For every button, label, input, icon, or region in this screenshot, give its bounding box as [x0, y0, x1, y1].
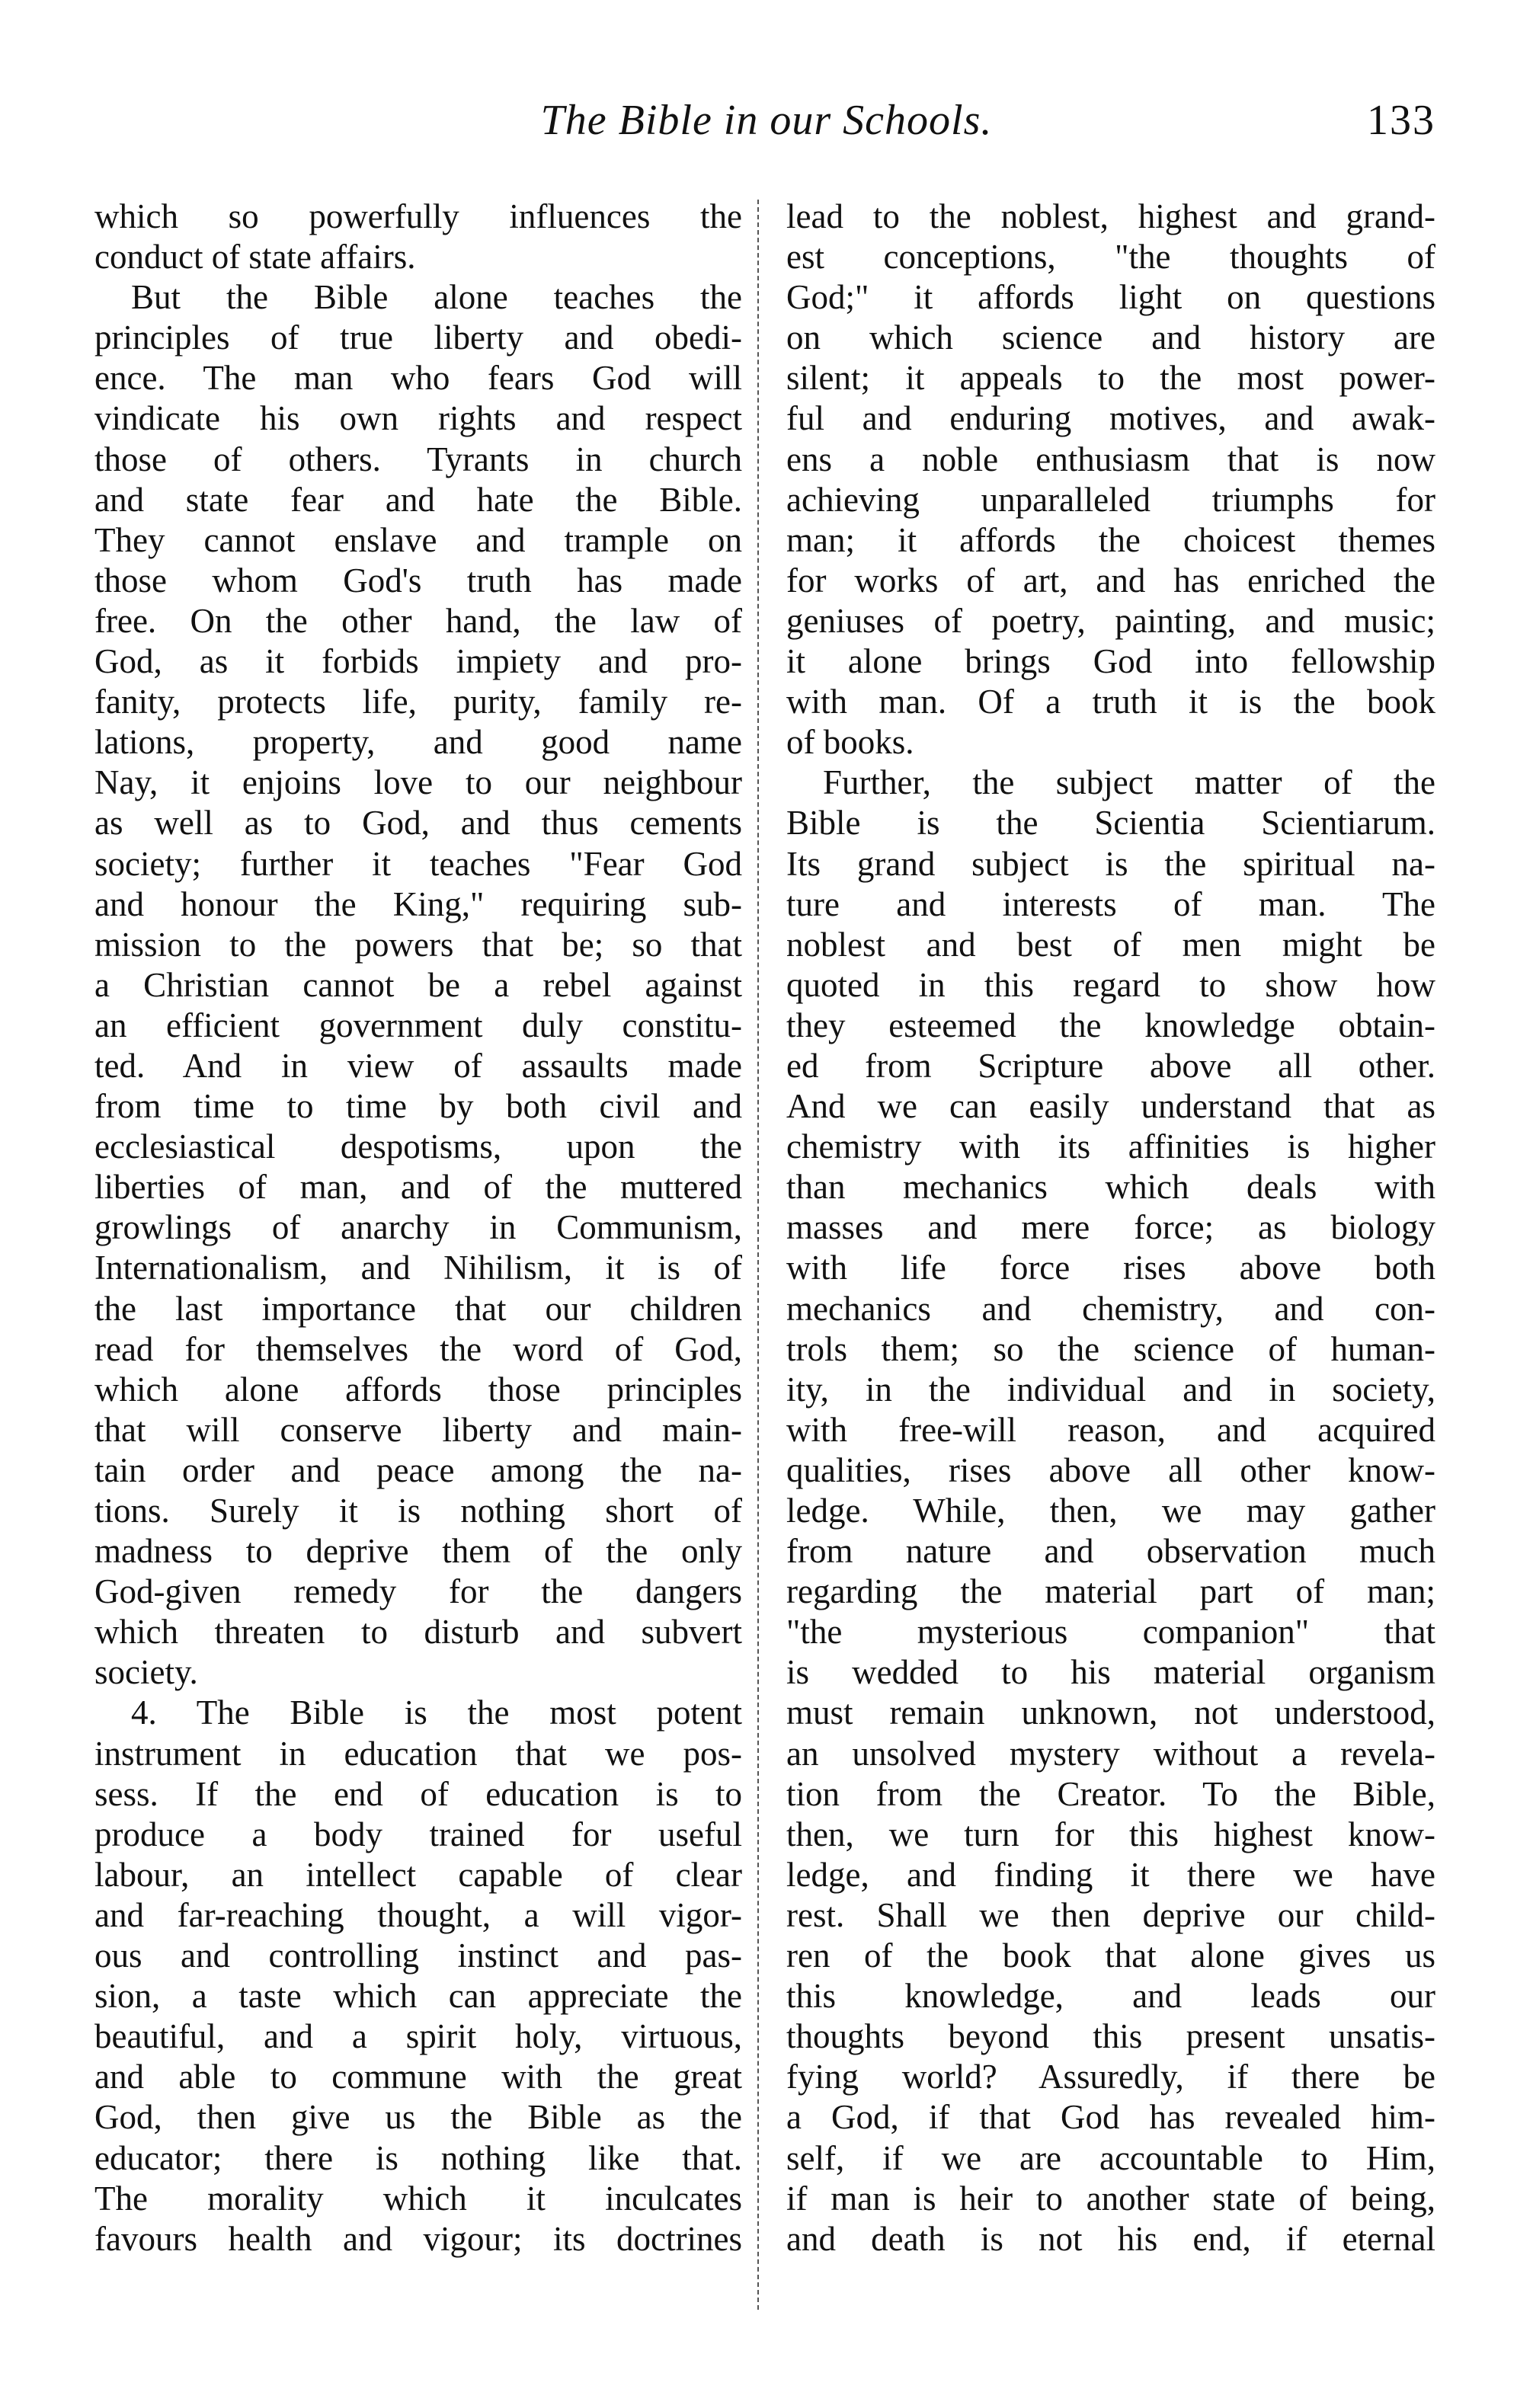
text-line: ity, in the individual and in society, [786, 1370, 1435, 1409]
text-line: vindicate his own rights and respect [94, 399, 742, 438]
text-line: madness to deprive them of the only [94, 1532, 742, 1571]
right-column [786, 197, 1435, 2259]
text-line: and far-reaching thought, a will vigor- [94, 1895, 742, 1934]
left-column [94, 197, 742, 2259]
text-line: self, if we are accountable to Him, [786, 2138, 1435, 2177]
text-line: ren of the book that alone gives us [786, 1936, 1435, 1975]
text-line: a Christian cannot be a rebel against [94, 965, 742, 1004]
text-line: But the Bible alone teaches the [131, 278, 742, 317]
text-line: is wedded to his material organism [786, 1653, 1435, 1692]
text-line: quoted in this regard to show how [786, 965, 1435, 1004]
text-line: They cannot enslave and trample on [94, 520, 742, 559]
text-line: The morality which it inculcates [94, 2179, 742, 2218]
text-line: sion, a taste which can appreciate the [94, 1977, 742, 2016]
text-line: Nay, it enjoins love to our neighbour [94, 763, 742, 802]
text-line: labour, an intellect capable of clear [94, 1855, 742, 1894]
text-line: thoughts beyond this present unsatis- [786, 2017, 1435, 2056]
text-line: ful and enduring motives, and awak- [786, 399, 1435, 438]
text-line: ens a noble enthusiasm that is now [786, 440, 1435, 478]
text-line: 4. The Bible is the most potent [131, 1693, 742, 1732]
text-line: Internationalism, and Nihilism, it is of [94, 1249, 742, 1287]
text-line: than mechanics which deals with [786, 1168, 1435, 1207]
text-line: read for themselves the word of God, [94, 1329, 742, 1368]
text-line: for works of art, and has enriched the [786, 561, 1435, 600]
text-line: and death is not his end, if eternal [786, 2219, 1435, 2258]
text-line: man; it affords the choicest themes [786, 520, 1435, 559]
text-line: "the mysterious companion" that [786, 1613, 1435, 1652]
text-line: from nature and observation much [786, 1532, 1435, 1571]
text-line: principles of true liberty and obedi- [94, 318, 742, 357]
text-line: achieving unparalleled triumphs for [786, 480, 1435, 519]
text-line: God;" it affords light on questions [786, 278, 1435, 317]
column-divider [757, 200, 759, 2310]
text-line: which so powerfully influences the [94, 197, 742, 235]
text-line: from time to time by both civil and [94, 1087, 742, 1126]
text-line: with life force rises above both [786, 1249, 1435, 1287]
text-line: fanity, protects life, purity, family re- [94, 683, 742, 721]
text-line: chemistry with its affinities is higher [786, 1127, 1435, 1166]
text-line: qualities, rises above all other know- [786, 1450, 1435, 1489]
text-line: God, then give us the Bible as the [94, 2098, 742, 2137]
text-line: on which science and history are [786, 318, 1435, 357]
text-line: tain order and peace among the na- [94, 1450, 742, 1489]
text-line: Bible is the Scientia Scientiarum. [786, 804, 1435, 843]
text-line: ecclesiastical despotisms, upon the [94, 1127, 742, 1166]
text-line: God, as it forbids impiety and pro- [94, 642, 742, 681]
text-line: then, we turn for this highest know- [786, 1815, 1435, 1853]
text-line: conduct of state affairs. [94, 238, 416, 277]
text-line: ted. And in view of assaults made [94, 1046, 742, 1085]
text-line: silent; it appeals to the most power- [786, 359, 1435, 398]
text-line: mission to the powers that be; so that [94, 925, 742, 964]
text-line: growlings of anarchy in Communism, [94, 1208, 742, 1247]
text-line: educator; there is nothing like that. [94, 2138, 742, 2177]
text-line: as well as to God, and thus cements [94, 804, 742, 843]
text-line: if man is heir to another state of being, [786, 2179, 1435, 2218]
text-line: with free-will reason, and acquired [786, 1410, 1435, 1449]
text-line: geniuses of poetry, painting, and music; [786, 601, 1435, 640]
text-line: liberties of man, and of the muttered [94, 1168, 742, 1207]
text-line: an efficient government duly constitu- [94, 1006, 742, 1044]
text-line: must remain unknown, not understood, [786, 1693, 1435, 1732]
text-line: instrument in education that we pos- [94, 1734, 742, 1773]
text-line: and state fear and hate the Bible. [94, 480, 742, 519]
text-line: noblest and best of men might be [786, 925, 1435, 964]
text-line: a God, if that God has revealed him- [786, 2098, 1435, 2137]
text-line: mechanics and chemistry, and con- [786, 1289, 1435, 1328]
text-line: tions. Surely it is nothing short of [94, 1492, 742, 1530]
text-line: regarding the material part of man; [786, 1572, 1435, 1611]
text-line: that will conserve liberty and main- [94, 1410, 742, 1449]
text-line: ence. The man who fears God will [94, 359, 742, 398]
text-line: with man. Of a truth it is the book [786, 683, 1435, 721]
text-line: God-given remedy for the dangers [94, 1572, 742, 1611]
text-line: this knowledge, and leads our [786, 1977, 1435, 2016]
text-line: Its grand subject is the spiritual na- [786, 844, 1435, 883]
text-line: ture and interests of man. The [786, 884, 1435, 923]
text-line: society; further it teaches "Fear God [94, 844, 742, 883]
text-line: and able to commune with the great [94, 2058, 742, 2096]
text-line: those whom God's truth has made [94, 561, 742, 600]
text-line: tion from the Creator. To the Bible, [786, 1774, 1435, 1813]
text-line: the last importance that our children [94, 1289, 742, 1328]
text-line: it alone brings God into fellowship [786, 642, 1435, 681]
running-title: The Bible in our Schools. [540, 97, 993, 144]
text-line: and honour the King," requiring sub- [94, 884, 742, 923]
text-line: of books. [786, 723, 914, 762]
text-line: those of others. Tyrants in church [94, 440, 742, 478]
text-line: beautiful, and a spirit holy, virtuous, [94, 2017, 742, 2056]
text-line: an unsolved mystery without a revela- [786, 1734, 1435, 1773]
text-line: which alone affords those principles [94, 1370, 742, 1409]
text-line: est conceptions, "the thoughts of [786, 238, 1435, 277]
text-line: ed from Scripture above all other. [786, 1046, 1435, 1085]
text-line: produce a body trained for useful [94, 1815, 742, 1853]
page-number: 133 [1367, 97, 1435, 144]
text-line: free. On the other hand, the law of [94, 601, 742, 640]
text-line: masses and mere force; as biology [786, 1208, 1435, 1247]
text-line: lations, property, and good name [94, 723, 742, 762]
text-line: And we can easily understand that as [786, 1087, 1435, 1126]
text-line: lead to the noblest, highest and grand- [786, 197, 1435, 235]
text-line: fying world? Assuredly, if there be [786, 2058, 1435, 2096]
text-line: rest. Shall we then deprive our child- [786, 1895, 1435, 1934]
text-line: they esteemed the knowledge obtain- [786, 1006, 1435, 1044]
text-line: society. [94, 1653, 198, 1692]
text-line: which threaten to disturb and subvert [94, 1613, 742, 1652]
text-line: trols them; so the science of human- [786, 1329, 1435, 1368]
text-line: ous and controlling instinct and pas- [94, 1936, 742, 1975]
text-line: sess. If the end of education is to [94, 1774, 742, 1813]
text-line: ledge, and finding it there we have [786, 1855, 1435, 1894]
text-line: favours health and vigour; its doctrines [94, 2219, 742, 2258]
page-header [0, 90, 1533, 151]
text-line: ledge. While, then, we may gather [786, 1492, 1435, 1530]
text-line: Further, the subject matter of the [823, 763, 1435, 802]
